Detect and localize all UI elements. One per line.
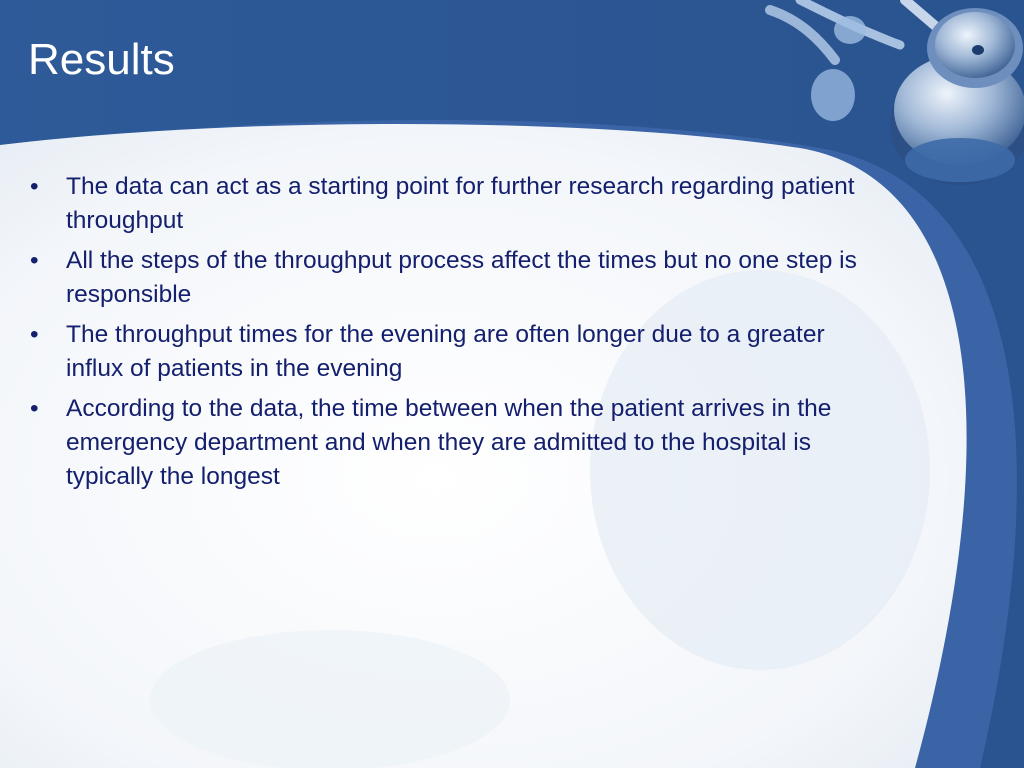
bullet-marker: •	[30, 247, 39, 274]
bullet-item	[28, 170, 868, 238]
bullet-list	[28, 170, 868, 500]
bullet-marker: •	[30, 395, 39, 422]
bullet-item	[28, 318, 868, 386]
slide-title: Results	[28, 35, 175, 84]
bullet-text: The data can act as a starting point for further research regarding patient throughput	[66, 173, 855, 234]
bullet-text: According to the data, the time between when the patient arrives in the emergency department and when they are admitted to the hospital is typically the longest	[66, 395, 832, 490]
bullet-item	[28, 392, 868, 494]
bullet-item	[28, 244, 868, 312]
bullet-text: The throughput times for the evening are often longer due to a greater influx of patients in the evening	[66, 321, 825, 382]
bullet-text: All the steps of the throughput process affect the times but no one step is responsible	[66, 247, 857, 308]
bullet-marker: •	[30, 321, 39, 348]
bullet-marker: •	[30, 173, 39, 200]
